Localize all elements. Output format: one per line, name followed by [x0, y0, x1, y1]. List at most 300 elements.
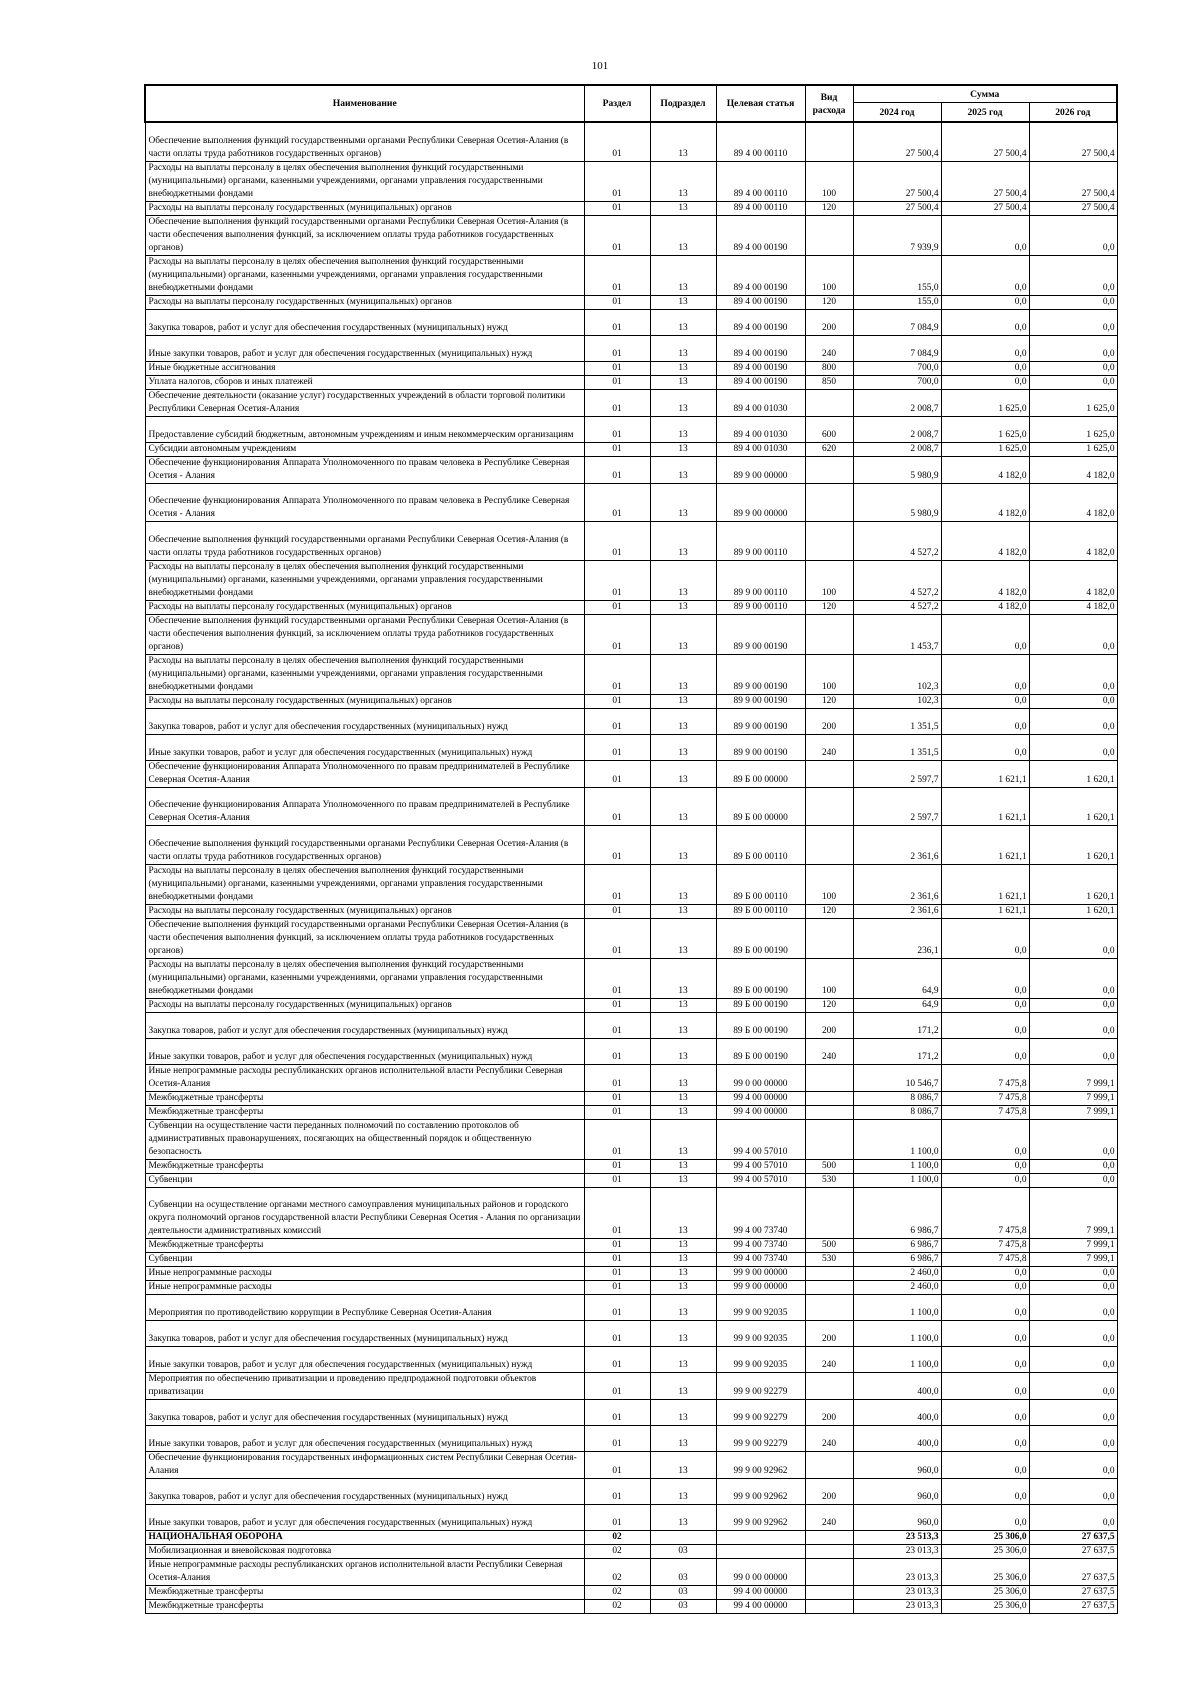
cell-subsection: 13 [650, 1065, 716, 1092]
cell-expense-type: 100 [805, 655, 853, 695]
cell-subsection: 13 [650, 1174, 716, 1188]
cell-sum-2026: 0,0 [1029, 655, 1117, 695]
cell-sum-2024: 6 986,7 [853, 1188, 941, 1239]
cell-section: 01 [584, 216, 650, 256]
cell-name: Расходы на выплаты персоналу государственных (муниципальных) органов [145, 601, 584, 615]
cell-sum-2026: 0,0 [1029, 1295, 1117, 1321]
cell-expense-type: 120 [805, 601, 853, 615]
cell-sum-2025: 25 306,0 [941, 1531, 1029, 1545]
cell-section: 01 [584, 1267, 650, 1281]
cell-sum-2026: 0,0 [1029, 216, 1117, 256]
cell-expense-type [805, 484, 853, 522]
cell-subsection: 13 [650, 1013, 716, 1039]
cell-section: 01 [584, 1013, 650, 1039]
cell-sum-2026: 0,0 [1029, 1013, 1117, 1039]
cell-section: 01 [584, 1479, 650, 1505]
cell-expense-type: 200 [805, 1013, 853, 1039]
table-row [145, 761, 1117, 788]
cell-section: 01 [584, 310, 650, 336]
cell-sum-2025: 0,0 [941, 362, 1029, 376]
cell-name: Уплата налогов, сборов и иных платежей [145, 376, 584, 390]
cell-target-article: 99 4 00 57010 [716, 1174, 805, 1188]
cell-target-article: 89 4 00 00190 [716, 216, 805, 256]
table-row [145, 709, 1117, 735]
cell-sum-2024: 1 351,5 [853, 709, 941, 735]
cell-target-article: 89 9 00 00190 [716, 695, 805, 709]
cell-sum-2026: 4 182,0 [1029, 457, 1117, 484]
cell-sum-2025: 0,0 [941, 1321, 1029, 1347]
cell-sum-2025: 0,0 [941, 735, 1029, 761]
cell-expense-type [805, 1092, 853, 1106]
cell-target-article: 99 0 00 00000 [716, 1559, 805, 1586]
cell-sum-2025: 4 182,0 [941, 457, 1029, 484]
cell-target-article: 89 4 00 00190 [716, 310, 805, 336]
table-row [145, 1281, 1117, 1295]
cell-sum-2024: 7 939,9 [853, 216, 941, 256]
cell-subsection: 13 [650, 362, 716, 376]
cell-name: Обеспечение выполнения функций государственными органами Республики Северная Осетия-Алания (в части оплаты труда работников государственных органов) [145, 122, 584, 162]
cell-sum-2026: 1 620,1 [1029, 788, 1117, 826]
cell-subsection: 13 [650, 417, 716, 443]
cell-sum-2024: 6 986,7 [853, 1253, 941, 1267]
cell-subsection: 13 [650, 695, 716, 709]
cell-subsection: 13 [650, 999, 716, 1013]
cell-sum-2024: 1 453,7 [853, 615, 941, 655]
cell-sum-2025: 0,0 [941, 1400, 1029, 1426]
cell-subsection: 03 [650, 1600, 716, 1614]
cell-target-article: 99 4 00 00000 [716, 1092, 805, 1106]
table-row [145, 561, 1117, 601]
cell-sum-2026: 7 999,1 [1029, 1239, 1117, 1253]
cell-sum-2026: 7 999,1 [1029, 1092, 1117, 1106]
cell-expense-type: 530 [805, 1253, 853, 1267]
cell-subsection: 13 [650, 1267, 716, 1281]
cell-target-article: 99 4 00 57010 [716, 1160, 805, 1174]
cell-expense-type: 620 [805, 443, 853, 457]
cell-name: Расходы на выплаты персоналу государственных (муниципальных) органов [145, 905, 584, 919]
cell-name: Мероприятия по обеспечению приватизации и проведению предпродажной подготовки объектов приватизации [145, 1373, 584, 1400]
cell-expense-type [805, 1452, 853, 1479]
cell-subsection: 13 [650, 162, 716, 202]
cell-expense-type [805, 1559, 853, 1586]
cell-target-article: 89 Б 00 00190 [716, 1013, 805, 1039]
cell-sum-2026: 0,0 [1029, 310, 1117, 336]
cell-sum-2025: 25 306,0 [941, 1559, 1029, 1586]
cell-expense-type: 200 [805, 709, 853, 735]
cell-subsection: 13 [650, 1400, 716, 1426]
cell-sum-2025: 0,0 [941, 1174, 1029, 1188]
cell-section: 01 [584, 336, 650, 362]
table-row [145, 1531, 1117, 1545]
cell-subsection: 13 [650, 1505, 716, 1531]
cell-name: Обеспечение выполнения функций государственными органами Республики Северная Осетия-Алания (в части оплаты труда работников государственных органов) [145, 826, 584, 865]
cell-name: Иные бюджетные ассигнования [145, 362, 584, 376]
table-row [145, 695, 1117, 709]
cell-section: 01 [584, 826, 650, 865]
cell-target-article: 99 4 00 00000 [716, 1600, 805, 1614]
cell-sum-2025: 4 182,0 [941, 601, 1029, 615]
cell-section: 01 [584, 1373, 650, 1400]
cell-target-article: 99 4 00 57010 [716, 1120, 805, 1160]
cell-sum-2024: 400,0 [853, 1400, 941, 1426]
cell-sum-2026: 0,0 [1029, 1267, 1117, 1281]
cell-subsection: 03 [650, 1586, 716, 1600]
cell-sum-2026: 7 999,1 [1029, 1253, 1117, 1267]
cell-name: Закупка товаров, работ и услуг для обеспечения государственных (муниципальных) нужд [145, 1479, 584, 1505]
cell-target-article: 99 9 00 92279 [716, 1426, 805, 1452]
cell-sum-2024: 1 100,0 [853, 1120, 941, 1160]
cell-sum-2026: 27 500,4 [1029, 162, 1117, 202]
cell-subsection: 13 [650, 336, 716, 362]
cell-name: Иные закупки товаров, работ и услуг для обеспечения государственных (муниципальных) нужд [145, 1347, 584, 1373]
cell-name: Закупка товаров, работ и услуг для обеспечения государственных (муниципальных) нужд [145, 1400, 584, 1426]
cell-sum-2025: 0,0 [941, 615, 1029, 655]
cell-name: Иные непрограммные расходы республиканских органов исполнительной власти Республики Северная Осетия-Алания [145, 1559, 584, 1586]
cell-sum-2026: 1 620,1 [1029, 865, 1117, 905]
cell-sum-2024: 27 500,4 [853, 162, 941, 202]
cell-section: 01 [584, 1253, 650, 1267]
cell-name: Обеспечение выполнения функций государственными органами Республики Северная Осетия-Алания (в части оплаты труда работников государственных органов) [145, 522, 584, 561]
cell-expense-type: 240 [805, 735, 853, 761]
cell-target-article: 89 9 00 00000 [716, 457, 805, 484]
cell-name: Иные непрограммные расходы [145, 1281, 584, 1295]
cell-expense-type [805, 1188, 853, 1239]
cell-target-article: 99 9 00 92035 [716, 1347, 805, 1373]
cell-section: 01 [584, 1160, 650, 1174]
cell-expense-type [805, 457, 853, 484]
cell-name: Закупка товаров, работ и услуг для обеспечения государственных (муниципальных) нужд [145, 1321, 584, 1347]
cell-expense-type: 120 [805, 695, 853, 709]
cell-target-article: 99 9 00 00000 [716, 1281, 805, 1295]
cell-sum-2026: 1 620,1 [1029, 761, 1117, 788]
table-row [145, 919, 1117, 959]
cell-subsection: 13 [650, 1253, 716, 1267]
cell-expense-type: 100 [805, 865, 853, 905]
cell-sum-2025: 1 621,1 [941, 788, 1029, 826]
cell-subsection: 13 [650, 905, 716, 919]
table-row [145, 959, 1117, 999]
cell-target-article: 89 9 00 00110 [716, 522, 805, 561]
cell-sum-2026: 0,0 [1029, 296, 1117, 310]
cell-name: Закупка товаров, работ и услуг для обеспечения государственных (муниципальных) нужд [145, 709, 584, 735]
cell-sum-2024: 7 084,9 [853, 310, 941, 336]
cell-sum-2024: 23 013,3 [853, 1586, 941, 1600]
cell-section: 02 [584, 1531, 650, 1545]
cell-sum-2025: 0,0 [941, 709, 1029, 735]
cell-subsection: 13 [650, 709, 716, 735]
cell-subsection: 13 [650, 601, 716, 615]
table-row [145, 1426, 1117, 1452]
cell-section: 01 [584, 735, 650, 761]
cell-name: Расходы на выплаты персоналу в целях обеспечения выполнения функций государственными (муниципальными) органами, казенными учреждениями, органами управления государственными внебюджетными фондами [145, 256, 584, 296]
table-row [145, 457, 1117, 484]
cell-sum-2026: 0,0 [1029, 1174, 1117, 1188]
cell-section: 01 [584, 788, 650, 826]
table-row [145, 788, 1117, 826]
cell-target-article: 89 Б 00 00110 [716, 905, 805, 919]
cell-sum-2026: 4 182,0 [1029, 484, 1117, 522]
cell-sum-2024: 102,3 [853, 695, 941, 709]
cell-sum-2025: 1 621,1 [941, 761, 1029, 788]
cell-name: Иные непрограммные расходы [145, 1267, 584, 1281]
cell-section: 01 [584, 1505, 650, 1531]
cell-target-article: 89 9 00 00110 [716, 561, 805, 601]
cell-expense-type: 240 [805, 1505, 853, 1531]
table-row [145, 655, 1117, 695]
cell-target-article: 99 9 00 92279 [716, 1373, 805, 1400]
cell-target-article: 99 9 00 92962 [716, 1452, 805, 1479]
cell-expense-type: 530 [805, 1174, 853, 1188]
table-header [145, 85, 1117, 122]
cell-target-article: 89 4 00 00190 [716, 336, 805, 362]
table-row [145, 1373, 1117, 1400]
cell-sum-2026: 0,0 [1029, 695, 1117, 709]
cell-target-article: 89 4 00 00110 [716, 122, 805, 162]
cell-sum-2026: 0,0 [1029, 1347, 1117, 1373]
cell-sum-2026: 0,0 [1029, 256, 1117, 296]
cell-subsection: 13 [650, 1479, 716, 1505]
cell-name: Закупка товаров, работ и услуг для обеспечения государственных (муниципальных) нужд [145, 310, 584, 336]
cell-sum-2024: 1 351,5 [853, 735, 941, 761]
cell-subsection: 13 [650, 735, 716, 761]
cell-section: 01 [584, 695, 650, 709]
cell-section: 01 [584, 601, 650, 615]
cell-subsection: 03 [650, 1559, 716, 1586]
cell-section: 01 [584, 1347, 650, 1373]
cell-target-article: 89 4 00 00190 [716, 376, 805, 390]
cell-sum-2024: 23 013,3 [853, 1600, 941, 1614]
cell-sum-2024: 23 513,3 [853, 1531, 941, 1545]
cell-sum-2026: 1 625,0 [1029, 390, 1117, 417]
cell-expense-type: 800 [805, 362, 853, 376]
cell-subsection: 13 [650, 655, 716, 695]
cell-subsection: 13 [650, 202, 716, 216]
cell-sum-2026: 0,0 [1029, 336, 1117, 362]
table-row [145, 1452, 1117, 1479]
cell-sum-2025: 0,0 [941, 999, 1029, 1013]
cell-target-article: 99 9 00 92035 [716, 1295, 805, 1321]
cell-section: 01 [584, 1426, 650, 1452]
cell-sum-2024: 2 008,7 [853, 390, 941, 417]
cell-sum-2024: 64,9 [853, 959, 941, 999]
table-row [145, 1505, 1117, 1531]
cell-target-article: 89 Б 00 00190 [716, 1039, 805, 1065]
cell-sum-2024: 2 361,6 [853, 826, 941, 865]
cell-name: Обеспечение функционирования Аппарата Уполномоченного по правам предпринимателей в Республике Северная Осетия-Алания [145, 788, 584, 826]
header-name: Наименование [145, 85, 584, 122]
cell-name: Расходы на выплаты персоналу государственных (муниципальных) органов [145, 695, 584, 709]
cell-sum-2026: 0,0 [1029, 1373, 1117, 1400]
cell-sum-2026: 4 182,0 [1029, 522, 1117, 561]
cell-sum-2024: 960,0 [853, 1505, 941, 1531]
cell-sum-2024: 400,0 [853, 1426, 941, 1452]
table-row [145, 735, 1117, 761]
cell-sum-2025: 27 500,4 [941, 162, 1029, 202]
cell-section: 01 [584, 484, 650, 522]
cell-sum-2024: 960,0 [853, 1452, 941, 1479]
table-body [145, 122, 1117, 1614]
cell-sum-2026: 4 182,0 [1029, 561, 1117, 601]
cell-target-article: 99 4 00 73740 [716, 1188, 805, 1239]
cell-expense-type: 120 [805, 999, 853, 1013]
cell-expense-type [805, 390, 853, 417]
cell-subsection: 13 [650, 1106, 716, 1120]
cell-section: 01 [584, 1400, 650, 1426]
cell-expense-type [805, 1586, 853, 1600]
cell-target-article: 89 9 00 00000 [716, 484, 805, 522]
cell-sum-2026: 7 999,1 [1029, 1188, 1117, 1239]
cell-subsection: 13 [650, 1373, 716, 1400]
cell-sum-2025: 0,0 [941, 296, 1029, 310]
cell-sum-2024: 155,0 [853, 296, 941, 310]
header-section: Раздел [584, 85, 650, 122]
cell-sum-2024: 1 100,0 [853, 1295, 941, 1321]
table-row [145, 615, 1117, 655]
cell-section: 02 [584, 1586, 650, 1600]
cell-name: Субвенции на осуществление части переданных полномочий по составлению протоколов об административных правонарушениях, посягающих на общественный порядок и общественную безопасность [145, 1120, 584, 1160]
cell-name: Обеспечение функционирования Аппарата Уполномоченного по правам человека в Республике Северная Осетия - Алания [145, 484, 584, 522]
cell-sum-2024: 2 597,7 [853, 788, 941, 826]
cell-subsection: 13 [650, 1281, 716, 1295]
cell-section: 01 [584, 417, 650, 443]
cell-sum-2026: 0,0 [1029, 1120, 1117, 1160]
cell-section: 01 [584, 905, 650, 919]
cell-section: 01 [584, 390, 650, 417]
cell-sum-2024: 8 086,7 [853, 1106, 941, 1120]
cell-name: Иные закупки товаров, работ и услуг для обеспечения государственных (муниципальных) нужд [145, 735, 584, 761]
cell-sum-2025: 0,0 [941, 1267, 1029, 1281]
cell-sum-2026: 0,0 [1029, 1426, 1117, 1452]
cell-target-article: 89 9 00 00190 [716, 735, 805, 761]
table-row [145, 162, 1117, 202]
table-row [145, 826, 1117, 865]
table-row [145, 1559, 1117, 1586]
header-year-2024: 2024 год [853, 103, 941, 123]
table-row [145, 417, 1117, 443]
cell-subsection: 13 [650, 561, 716, 601]
table-row [145, 1013, 1117, 1039]
cell-subsection: 13 [650, 1347, 716, 1373]
table-row [145, 296, 1117, 310]
cell-target-article: 89 9 00 00190 [716, 709, 805, 735]
cell-subsection: 13 [650, 1426, 716, 1452]
cell-sum-2025: 0,0 [941, 1120, 1029, 1160]
cell-sum-2025: 27 500,4 [941, 202, 1029, 216]
cell-name: Субвенции [145, 1253, 584, 1267]
cell-subsection: 13 [650, 256, 716, 296]
cell-sum-2026: 0,0 [1029, 1039, 1117, 1065]
table-row [145, 865, 1117, 905]
cell-target-article: 89 4 00 01030 [716, 390, 805, 417]
cell-name: Обеспечение выполнения функций государственными органами Республики Северная Осетия-Алания (в части обеспечения выполнения функций, за исключением оплаты труда работников государственных органов) [145, 919, 584, 959]
table-row [145, 1321, 1117, 1347]
cell-sum-2026: 4 182,0 [1029, 601, 1117, 615]
cell-name: Обеспечение деятельности (оказание услуг) государственных учреждений в области торговой политики Республики Северная Осетия-Алания [145, 390, 584, 417]
cell-sum-2025: 25 306,0 [941, 1545, 1029, 1559]
cell-sum-2024: 2 597,7 [853, 761, 941, 788]
cell-name: Обеспечение функционирования Аппарата Уполномоченного по правам предпринимателей в Республике Северная Осетия-Алания [145, 761, 584, 788]
table-row [145, 122, 1117, 162]
cell-expense-type: 200 [805, 1479, 853, 1505]
cell-target-article: 99 0 00 00000 [716, 1065, 805, 1092]
cell-sum-2024: 2 361,6 [853, 905, 941, 919]
cell-expense-type: 120 [805, 905, 853, 919]
table-row [145, 310, 1117, 336]
cell-sum-2025: 7 475,8 [941, 1239, 1029, 1253]
cell-subsection: 13 [650, 865, 716, 905]
cell-section: 01 [584, 1188, 650, 1239]
cell-sum-2025: 0,0 [941, 310, 1029, 336]
cell-sum-2026: 1 625,0 [1029, 417, 1117, 443]
cell-section: 01 [584, 1295, 650, 1321]
cell-expense-type: 500 [805, 1239, 853, 1253]
cell-name: Мобилизационная и вневойсковая подготовка [145, 1545, 584, 1559]
cell-expense-type: 100 [805, 561, 853, 601]
cell-sum-2024: 27 500,4 [853, 122, 941, 162]
cell-name: Обеспечение выполнения функций государственными органами Республики Северная Осетия-Алания (в части обеспечения выполнения функций, за исключением оплаты труда работников государственных органов) [145, 216, 584, 256]
cell-sum-2026: 27 500,4 [1029, 202, 1117, 216]
table-row [145, 1239, 1117, 1253]
cell-subsection: 13 [650, 296, 716, 310]
cell-name: Субвенции на осуществление органами местного самоуправления муниципальных районов и городского округа полномочий органов государственной власти Республики Северная Осетия - Алания по организации деятельности административных комиссий [145, 1188, 584, 1239]
cell-sum-2026: 0,0 [1029, 735, 1117, 761]
cell-name: Иные закупки товаров, работ и услуг для обеспечения государственных (муниципальных) нужд [145, 1426, 584, 1452]
cell-section: 01 [584, 919, 650, 959]
cell-sum-2025: 0,0 [941, 1039, 1029, 1065]
cell-target-article: 99 4 00 00000 [716, 1586, 805, 1600]
cell-sum-2025: 0,0 [941, 1505, 1029, 1531]
cell-sum-2025: 0,0 [941, 1452, 1029, 1479]
table-row [145, 1065, 1117, 1092]
cell-sum-2024: 1 100,0 [853, 1174, 941, 1188]
cell-sum-2024: 5 980,9 [853, 484, 941, 522]
cell-subsection: 13 [650, 1120, 716, 1160]
cell-expense-type [805, 1545, 853, 1559]
cell-name: Расходы на выплаты персоналу государственных (муниципальных) органов [145, 202, 584, 216]
table-row [145, 1600, 1117, 1614]
cell-section: 01 [584, 1281, 650, 1295]
cell-expense-type [805, 216, 853, 256]
cell-sum-2025: 1 625,0 [941, 417, 1029, 443]
cell-name: Расходы на выплаты персоналу в целях обеспечения выполнения функций государственными (муниципальными) органами, казенными учреждениями, органами управления государственными внебюджетными фондами [145, 865, 584, 905]
cell-sum-2025: 0,0 [941, 655, 1029, 695]
cell-section: 01 [584, 615, 650, 655]
cell-sum-2025: 0,0 [941, 1295, 1029, 1321]
cell-section: 01 [584, 655, 650, 695]
cell-subsection: 13 [650, 1188, 716, 1239]
cell-sum-2026: 0,0 [1029, 1321, 1117, 1347]
table-row [145, 336, 1117, 362]
cell-expense-type [805, 1120, 853, 1160]
cell-section: 01 [584, 1092, 650, 1106]
cell-target-article: 89 4 00 00190 [716, 296, 805, 310]
cell-target-article: 99 9 00 92035 [716, 1321, 805, 1347]
table-row [145, 1092, 1117, 1106]
cell-section: 01 [584, 709, 650, 735]
table-row [145, 1253, 1117, 1267]
cell-sum-2026: 0,0 [1029, 1160, 1117, 1174]
cell-sum-2024: 10 546,7 [853, 1065, 941, 1092]
table-row [145, 256, 1117, 296]
cell-name: Закупка товаров, работ и услуг для обеспечения государственных (муниципальных) нужд [145, 1013, 584, 1039]
cell-section: 01 [584, 1452, 650, 1479]
cell-subsection: 13 [650, 457, 716, 484]
cell-sum-2026: 0,0 [1029, 615, 1117, 655]
cell-subsection: 13 [650, 122, 716, 162]
cell-name: Межбюджетные трансферты [145, 1092, 584, 1106]
cell-target-article: 99 4 00 00000 [716, 1106, 805, 1120]
cell-sum-2024: 171,2 [853, 1013, 941, 1039]
